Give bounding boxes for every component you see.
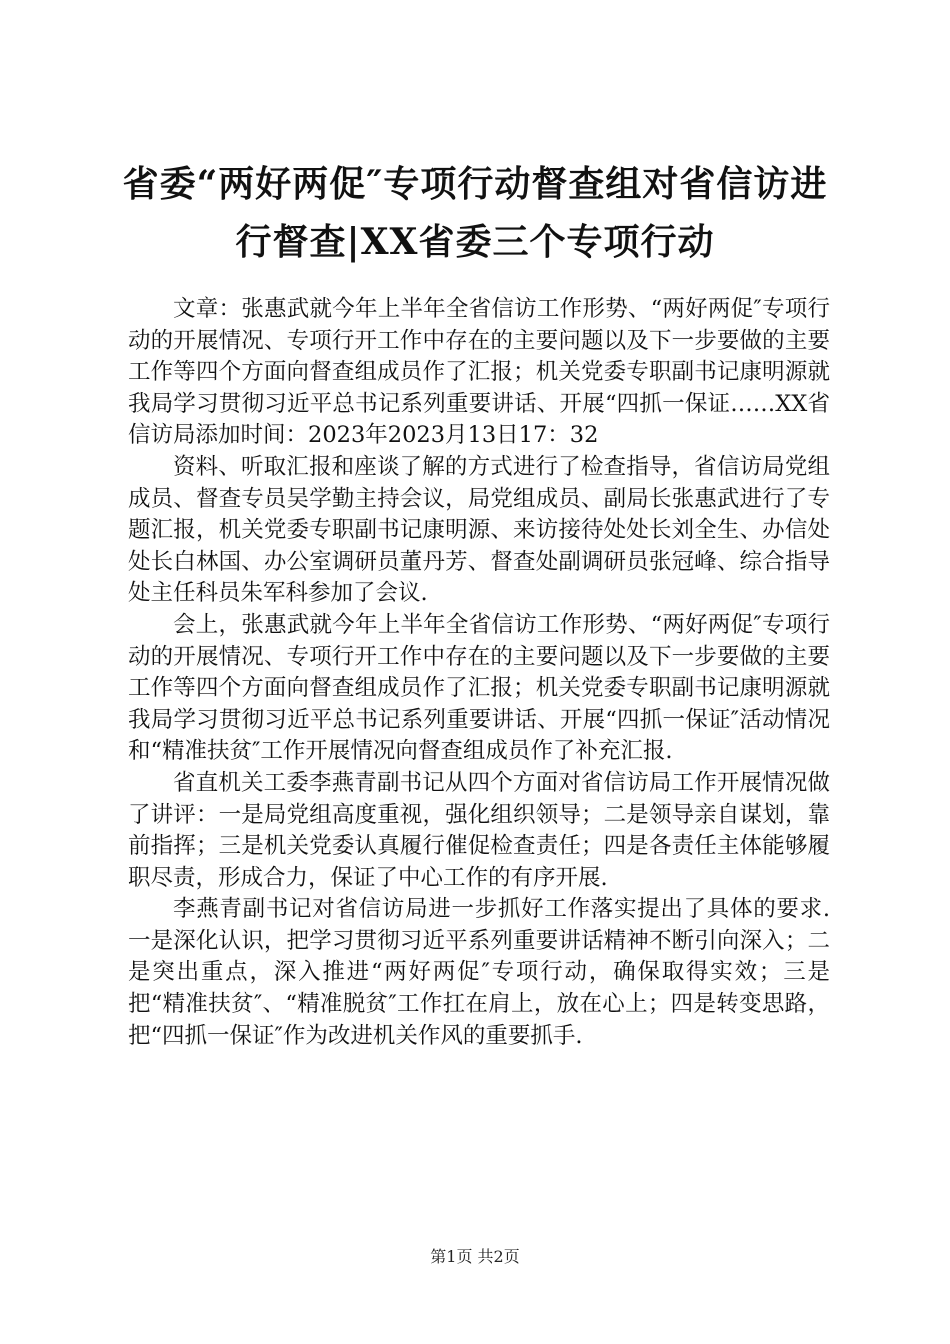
paragraph: 李燕青副书记对省信访局进一步抓好工作落实提出了具体的要求.一是深化认识，把学习贯彻习近平系列重要讲话精神不断引向深入；二是突出重点，深入推进“两好两促″专项行动，确保取得实效；三是把“精准扶贫″、“精准脱贫″工作扛在肩上，放在心上；四是转变思路，把“四抓一保证″作为改进机关作风的重要抓手. <box>128 896 830 1049</box>
document-body <box>128 294 830 1052</box>
paragraph: 资料、听取汇报和座谈了解的方式进行了检查指导，省信访局党组成员、督查专员吴学勤主持会议，局党组成员、副局长张惠武进行了专题汇报，机关党委专职副书记康明源、来访接待处处长刘全生、办信处处长白林国、办公室调研员董丹芳、督查处副调研员张冠峰、综合指导处主任科员朱军科参加了会议. <box>128 453 830 607</box>
paragraph: 会上，张惠武就今年上半年全省信访工作形势、“两好两促″专项行动的开展情况、专项行开工作中存在的主要问题以及下一步要做的主要工作等四个方面向督查组成员作了汇报；机关党委专职副书记康明源就我局学习贯彻习近平总书记系列重要讲话、开展“四抓一保证″活动情况和“精准扶贫″工作开展情况向督查组成员作了补充汇报. <box>128 611 830 765</box>
document-title-line-2: 行督查|XX省委三个专项行动 <box>235 221 715 263</box>
document-title-line-1: 省委“两好两促″专项行动督查组对省信访进 <box>122 163 828 205</box>
paragraph: 省直机关工委李燕青副书记从四个方面对省信访局工作开展情况做了讲评：一是局党组高度重视，强化组织领导；二是领导亲自谋划，靠前指挥；三是机关党委认真履行催促检查责任；四是各责任主体能够履职尽责，形成合力，保证了中心工作的有序开展. <box>128 769 830 891</box>
page-number-footer: 第1页 共2页 <box>430 1247 520 1266</box>
paragraph: 文章：张惠武就今年上半年全省信访工作形势、“两好两促″专项行动的开展情况、专项行开工作中存在的主要问题以及下一步要做的主要工作等四个方面向督查组成员作了汇报；机关党委专职副书记康明源就我局学习贯彻习近平总书记系列重要讲话、开展“四抓一保证……XX省信访局添加时间：2023年2023月13日17：32 <box>128 296 830 449</box>
